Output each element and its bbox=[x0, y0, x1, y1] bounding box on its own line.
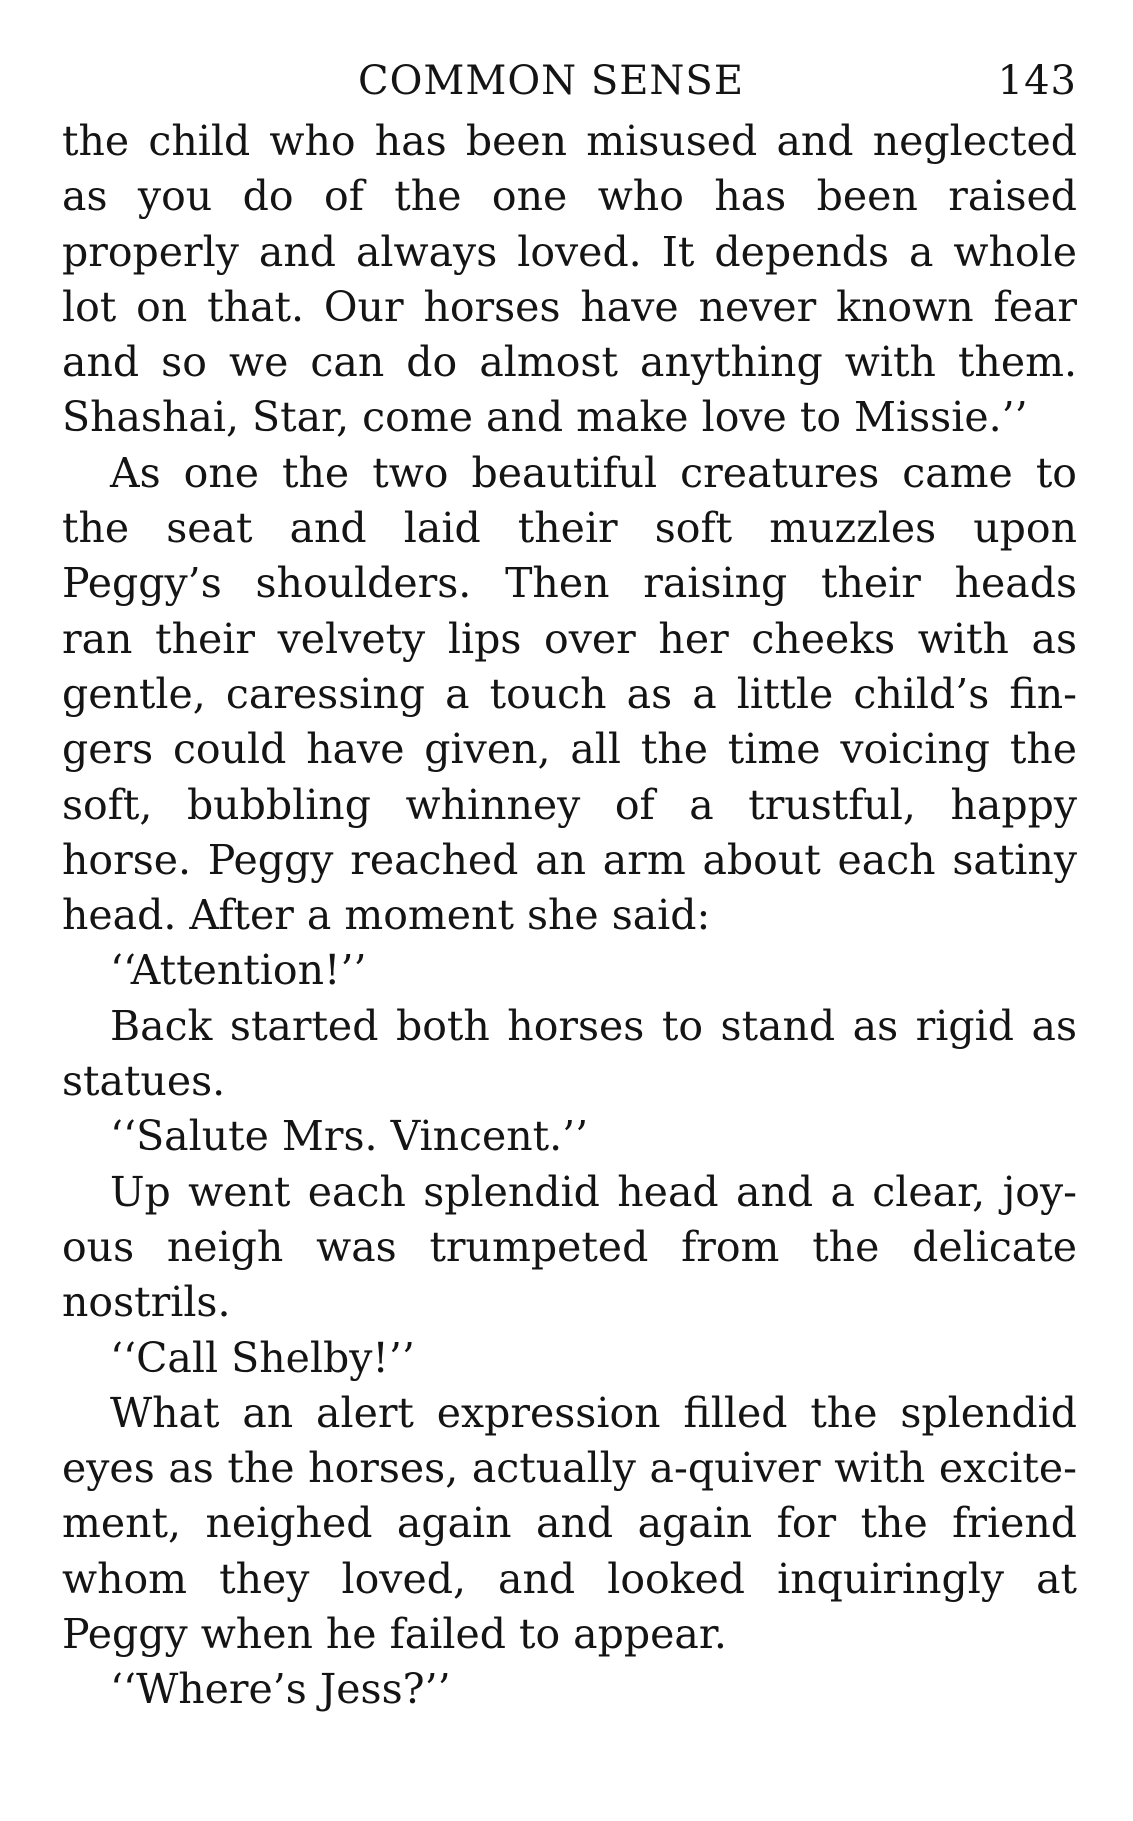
text-line: ment, neighed again and again for the friend bbox=[62, 1499, 1077, 1548]
text-line: nostrils. bbox=[62, 1278, 231, 1327]
text-line: ous neigh was trumpeted from the delicate bbox=[62, 1222, 1077, 1271]
text-line: gers could have given, all the time voicing the bbox=[62, 725, 1077, 774]
dialogue-line: ‘‘Call Shelby!’’ bbox=[110, 1333, 415, 1382]
text-line: soft, bubbling whinney of a trustful, happy bbox=[62, 780, 1077, 829]
text-line: Shashai, Star, come and make love to Missie.’’ bbox=[62, 393, 1028, 442]
text-line: head. After a moment she said: bbox=[62, 891, 711, 940]
dialogue-line: ‘‘Where’s Jess?’’ bbox=[110, 1665, 451, 1714]
text-line: gentle, caressing a touch as a little child’s fin- bbox=[62, 669, 1077, 718]
text-line: Back started both horses to stand as rigid as bbox=[110, 1001, 1077, 1050]
running-title: COMMON SENSE bbox=[358, 58, 745, 104]
running-head bbox=[62, 40, 1077, 110]
text-line: the child who has been misused and neglected bbox=[62, 117, 1077, 165]
dialogue-line: ‘‘Salute Mrs. Vincent.’’ bbox=[110, 1112, 589, 1161]
text-line: Peggy’s shoulders. Then raising their heads bbox=[62, 559, 1077, 608]
text-line: lot on that. Our horses have never known fear bbox=[62, 282, 1077, 331]
book-page bbox=[62, 40, 1077, 1800]
text-line: whom they loved, and looked inquiringly at bbox=[62, 1554, 1077, 1603]
text-line: eyes as the horses, actually a-quiver with excite- bbox=[62, 1444, 1077, 1493]
body-text bbox=[62, 114, 1077, 1718]
text-line: What an alert expression filled the splendid bbox=[110, 1388, 1077, 1437]
text-line: and so we can do almost anything with them. bbox=[62, 338, 1077, 387]
text-line: as you do of the one who has been raised bbox=[62, 172, 1077, 221]
text-line: horse. Peggy reached an arm about each satiny bbox=[62, 835, 1077, 884]
dialogue-line: ‘‘Attention!’’ bbox=[110, 946, 367, 995]
text-line: statues. bbox=[62, 1057, 226, 1106]
text-line: properly and always loved. It depends a whole bbox=[62, 227, 1077, 276]
text-line: Up went each splendid head and a clear, joy- bbox=[110, 1167, 1077, 1216]
page-number: 143 bbox=[997, 58, 1077, 104]
text-line: As one the two beautiful creatures came to bbox=[110, 448, 1077, 497]
text-line: the seat and laid their soft muzzles upon bbox=[62, 504, 1077, 553]
text-line: ran their velvety lips over her cheeks with as bbox=[62, 614, 1077, 663]
text-line: Peggy when he failed to appear. bbox=[62, 1610, 727, 1659]
